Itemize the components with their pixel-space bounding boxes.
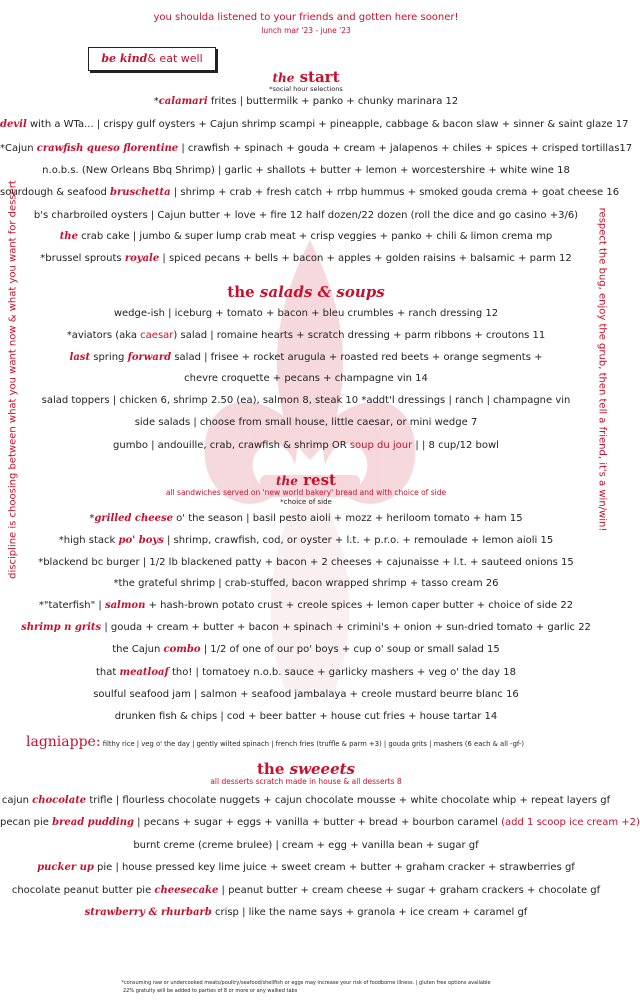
rest-item [0,689,612,701]
salads-item-lead: *aviators (aka [66,330,141,341]
rest-item [0,578,612,590]
salads-item-text: | | 8 cup/12 bowl [412,440,499,451]
rest-item-script: combo [163,644,201,655]
rest-item [0,600,612,612]
salads-item [0,373,612,385]
start-item-text: with a WTa... | crispy gulf oysters + Cajun shrimp scampi + pineapple, cabbage & bacon slaw + sinner & saint glaze 17 [26,119,629,130]
start-item-lead: sourdough & seafood [0,187,111,198]
start-item [0,165,612,177]
sweets-item [0,862,612,874]
start-item-lead: *brussel sprouts [40,253,125,264]
rest-item-text: soulful seafood jam | salmon + seafood jambalaya + creole mustard beurre blanc 16 [93,689,519,700]
rest-item-script: grilled cheese [94,513,173,524]
sweets-item-lead: pecan pie [0,817,53,828]
lagniappe-label: lagniappe: [26,734,101,750]
sweets-item-script: bread pudding [52,817,134,828]
side-text-left: discipline is choosing between what you want now & what you want for dessert [7,180,19,579]
salads-item-script: last [69,352,91,363]
sweets-item-text: trifle | flourless chocolate nuggets + cajun chocolate mousse + white chocolate whip + repeat layers gf [86,795,611,806]
dates: lunch mar '23 - june '23 [261,26,351,35]
rest-item-text: tho! | tomatoey n.o.b. sauce + garlicky mashers + veg o' the day 18 [168,667,517,678]
start-item [0,143,633,155]
rest-item-lead: that [95,667,120,678]
sweets-item-lead: chocolate peanut butter pie [11,885,155,896]
rest-item [0,711,612,723]
salads-item [0,395,612,407]
footer-gratuity: 22% gratuity will be added to parties of 8 or more or any walked tabs [123,988,298,994]
rest-item-lead: *high stack [58,535,119,546]
sweets-item-script: strawberry & rhurbarb [84,907,212,918]
rest-item-script: salmon [104,600,146,611]
start-item [0,187,620,199]
rest-item-lead: the Cajun [112,644,164,655]
start-item-text: | spiced pecans + bells + bacon + apples + golden raisins + balsamic + parm 12 [159,253,572,264]
sweets-item [0,840,612,852]
salads-item-red: caesar [140,330,174,341]
sweets-item [0,885,612,897]
start-item-text: frites | buttermilk + panko + chunky marinara 12 [207,96,459,107]
start-item-script: the [59,231,78,242]
rest-item [0,667,612,679]
rest-item-lead: * [89,513,95,524]
tagline: you shoulda listened to your friends and gotten here sooner! [153,12,459,23]
salads-item-red: soup du jour [349,440,413,451]
start-item-script: devil [0,119,27,130]
rest-item-text: *the grateful shrimp | crab-stuffed, bacon wrapped shrimp + tasso cream 26 [113,578,499,589]
sweets-item-text: | peanut butter + cream cheese + sugar + graham crackers + chocolate gf [218,885,601,896]
rest-item-text: drunken fish & chips | cod + beer batter + house cut fries + house tartar 14 [114,711,498,722]
rest-item-text: + hash-brown potato crust + creole spices + lemon caper butter + choice of side 22 [145,600,574,611]
section-title-salads: the salads & soups [227,283,385,301]
footer-warning: *consuming raw or undercooked meats/poultry/seafood/shellfish or eggs may increase your risk of foodborne illness. | gluten free options available [121,980,491,986]
rest-item [0,513,612,525]
salads-item-text: salad | frisee + rocket arugula + roasted red beets + orange segments + [171,352,543,363]
start-item-script: bruschetta [110,187,171,198]
sweets-item-text: crisp | like the name says + granola + ice cream + caramel gf [211,907,528,918]
start-item [0,253,612,265]
sweets-item-script: chocolate [32,795,87,806]
start-item-text: | shrimp + crab + fresh catch + rrbp hummus + smoked gouda crema + goat cheese 16 [170,187,620,198]
rest-item-text: o' the season | basil pesto aioli + mozz + heriloom tomato + ham 15 [173,513,523,524]
start-item-text: n.o.b.s. (New Orleans Bbq Shrimp) | garlic + shallots + butter + lemon + worcestershire + white wine 18 [42,165,570,176]
start-item [0,119,629,131]
rest-item-text: | 1/2 of one of our po' boys + cup o' soup or small salad 15 [200,644,500,655]
rest-note-2: *choice of side [280,498,332,506]
start-item-text: | crawfish + spinach + gouda + cream + jalapenos + chiles + spices + crisped tortillas17 [178,143,633,154]
fleur-de-lis-watermark [190,230,430,710]
side-text-right: respect the bug, enjoy the grub, then tell a friend, it's a win/win! [596,207,608,532]
start-item-lead: * [153,96,159,107]
section-title-start: the start [272,68,340,86]
start-item-script: crawfish queso florentine [36,143,179,154]
salads-item [0,417,612,429]
rest-note-1: all sandwiches served on 'new world bakery' bread and with choice of side [165,488,447,497]
salads-item-lead2: spring [90,352,128,363]
sweets-item [0,907,612,919]
salads-item [0,330,612,342]
sweets-item-red: (add 1 scoop ice cream +2) [501,817,640,828]
start-item [0,231,612,243]
sweets-item-script: cheesecake [154,885,219,896]
rest-item-text: *blackend bc burger | 1/2 lb blackened patty + bacon + 2 cheeses + cajunaisse + l.t. + sauteed onions 15 [38,557,574,568]
salads-item-lead: gumbo | andouille, crab, crawfish & shrimp OR [113,440,350,451]
section-title-sweets: the sweeets [257,760,355,778]
sweets-item-text: | pecans + sugar + eggs + vanilla + butter + bread + bourbon caramel [134,817,502,828]
salads-item-text: side salads | choose from small house, little caesar, or mini wedge 7 [134,417,478,428]
start-item [0,210,612,222]
salads-item [0,308,612,320]
start-note: *social hour selections [269,85,343,93]
rest-item [0,557,612,569]
lagniappe-line [26,731,524,750]
salads-item-text: wedge-ish | iceburg + tomato + bacon + bleu crumbles + ranch dressing 12 [113,308,499,319]
rest-item [0,644,612,656]
start-item-lead: *Cajun [0,143,37,154]
sweets-item-text: pie | house pressed key lime juice + sweet cream + butter + graham cracker + strawberries gf [93,862,575,873]
rest-item-lead: *"taterfish" | [38,600,105,611]
salads-item [0,352,612,364]
start-item-script: calamari [158,96,208,107]
sweets-item-text: burnt creme (creme brulee) | cream + egg + vanilla bean + sugar gf [133,840,479,851]
rest-item-script: po' boys [118,535,164,546]
section-title-rest: the rest [276,471,336,489]
rest-item [0,622,612,634]
start-item-text: b's charbroiled oysters | Cajun butter + love + fire 12 half dozen/22 dozen (roll the dice and go casino +3/6) [33,210,579,221]
salads-item-text: ) salad | romaine hearts + scratch dressing + parm ribbons + croutons 11 [173,330,546,341]
start-item-text: crab cake | jumbo & super lump crab meat + crisp veggies + panko + chili & limon crema mp [77,231,553,242]
sweets-item [0,817,640,829]
sweets-item [0,795,612,807]
salads-item [0,440,612,452]
lagniappe-text: filthy rice | veg o' the day | gently wilted spinach | french fries (truffle & parm +3) | gouda grits | mashers (6 each & all -gf-) [100,740,525,748]
badge-rest: & eat well [147,52,203,65]
rest-item-text: | shrimp, crawfish, cod, or oyster + l.t. + p.r.o. + remoulade + lemon aioli 15 [163,535,554,546]
salads-item-text: salad toppers | chicken 6, shrimp 2.50 (ea), salmon 8, steak 10 *addt'l dressings | ranch | champagne vin [41,395,571,406]
salads-item-script2: forward [127,352,172,363]
salads-item-text: chevre croquette + pecans + champagne vin 14 [184,373,428,384]
sweets-item-lead: cajun [1,795,33,806]
rest-item-script: meatloaf [119,667,169,678]
start-item-script: royale [124,253,160,264]
rest-item-script: shrimp n grits [21,622,102,633]
sweets-note: all desserts scratch made in house & all desserts 8 [210,777,402,786]
rest-item-text: | gouda + cream + butter + bacon + spinach + crimini's + onion + sun-dried tomato + garlic 22 [101,622,591,633]
sweets-item-script: pucker up [37,862,94,873]
start-item [0,96,612,108]
rest-item [0,535,612,547]
badge-script: be kind [101,52,148,65]
